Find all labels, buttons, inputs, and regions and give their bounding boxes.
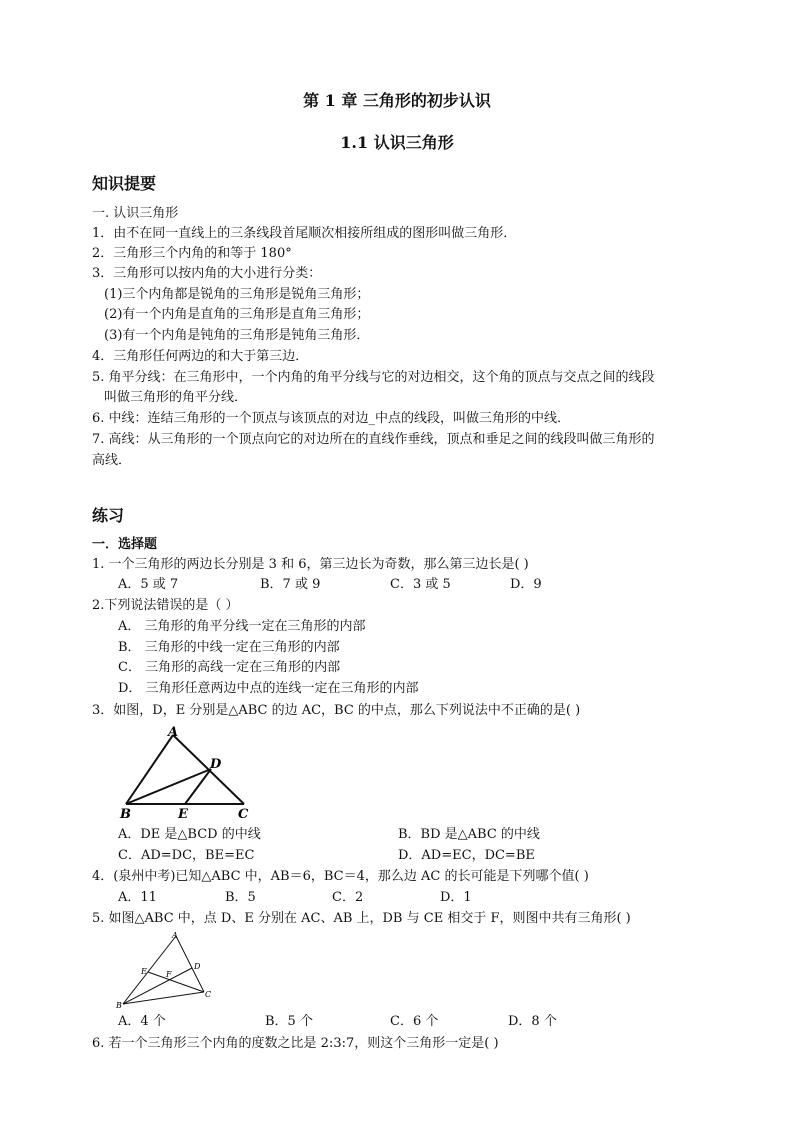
knowledge-item: (2)有一个内角是直角的三角形是直角三角形； (104, 307, 370, 322)
label-a: A (172, 931, 178, 940)
knowledge-item: 3．三角形可以按内角的大小进行分类： (92, 266, 322, 281)
q4-option-c: C．2 (332, 890, 364, 905)
knowledge-item: 高线． (92, 453, 132, 468)
label-e: E (141, 967, 147, 976)
knowledge-item: (3)有一个内角是钝角的三角形是钝角三角形． (104, 328, 370, 343)
label-a: A (168, 725, 179, 740)
q3-option-d: D．AD=EC，DC=BE (398, 848, 535, 863)
label-c: C (238, 807, 249, 822)
q2-option-b: B． 三角形的中线一定在三角形的内部 (118, 640, 340, 655)
knowledge-item: 4．三角形任何两边的和大于第三边． (92, 349, 309, 364)
q3-option-c: C．AD=DC，BE=EC (118, 848, 255, 863)
q5-triangle-figure (112, 930, 222, 1012)
question-1: 1. 一个三角形的两边长分别是 3 和 6，第三边长为奇数，那么第三边长是( ) (92, 557, 529, 572)
q2-option-c: C． 三角形的高线一定在三角形的内部 (118, 660, 341, 675)
question-3: 3．如图，D，E 分别是△ABC 的边 AC，BC 的中点，那么下列说法中不正确的是( ) (92, 703, 581, 718)
label-f: F (166, 970, 172, 979)
practice-subheading: 一．选择题 (92, 537, 158, 552)
q3-option-a: A．DE 是△BCD 的中线 (118, 827, 261, 842)
q3-triangle-figure (112, 722, 262, 822)
knowledge-item: 6. 中线：连结三角形的一个顶点与该顶点的对边_中点的线段，叫做三角形的中线． (92, 411, 571, 426)
q4-option-b: B．5 (225, 890, 256, 905)
knowledge-item: (1)三个内角都是锐角的三角形是锐角三角形； (104, 287, 370, 302)
question-5: 5. 如图△ABC 中，点 D、E 分别在 AC、AB 上，DB 与 CE 相交于 F，则图中共有三角形( ) (92, 911, 631, 926)
q2-option-a: A． 三角形的角平分线一定在三角形的内部 (118, 619, 366, 634)
knowledge-item: 7. 高线：从三角形的一个顶点向它的对边所在的直线作垂线，顶点和垂足之间的线段叫做三角形的 (92, 432, 655, 447)
q5-option-a: A．4 个 (118, 1014, 166, 1029)
knowledge-item: 5. 角平分线：在三角形中，一个内角的角平分线与它的对边相交，这个角的顶点与交点之间的线段 (92, 370, 655, 385)
question-6: 6. 若一个三角形三个内角的度数之比是 2:3:7，则这个三角形一定是( ) (92, 1036, 499, 1051)
knowledge-heading: 知识提要 (92, 174, 157, 193)
q4-option-d: D．1 (440, 890, 472, 905)
q5-option-d: D．8 个 (508, 1014, 557, 1029)
section-title: 1.1 认识三角形 (340, 133, 454, 152)
label-b: B (120, 807, 131, 822)
chapter-title: 第 1 章 三角形的初步认识 (303, 91, 491, 110)
q5-option-b: B．5 个 (265, 1014, 313, 1029)
label-c: C (205, 990, 212, 999)
q1-option-a: A．5 或 7 (118, 577, 179, 592)
label-d: D (210, 757, 222, 772)
q1-option-d: D．9 (510, 577, 542, 592)
practice-heading: 练习 (92, 506, 125, 525)
q3-option-b: B．BD 是△ABC 的中线 (398, 827, 540, 842)
knowledge-item: 叫做三角形的角平分线． (104, 390, 248, 405)
knowledge-item: 1．由不在同一直线上的三条线段首尾顺次相接所组成的图形叫做三角形． (92, 226, 517, 241)
question-4: 4．(泉州中考)已知△ABC 中，AB＝6，BC＝4，那么边 AC 的长可能是下列哪个值( ) (92, 869, 589, 884)
q1-option-b: B．7 或 9 (260, 577, 321, 592)
q2-option-d: D． 三角形任意两边中点的连线一定在三角形的内部 (118, 681, 419, 696)
question-2: 2.下列说法错误的是（ ） (92, 598, 239, 613)
q4-option-a: A．11 (118, 890, 157, 905)
q1-option-c: C．3 或 5 (390, 577, 451, 592)
label-b: B (116, 1001, 122, 1010)
label-d: D (194, 962, 201, 971)
knowledge-subheading: 一. 认识三角形 (92, 206, 179, 221)
label-e: E (178, 807, 188, 822)
knowledge-item: 2．三角形三个内角的和等于 180° (92, 246, 292, 261)
q5-option-c: C．6 个 (390, 1014, 439, 1029)
